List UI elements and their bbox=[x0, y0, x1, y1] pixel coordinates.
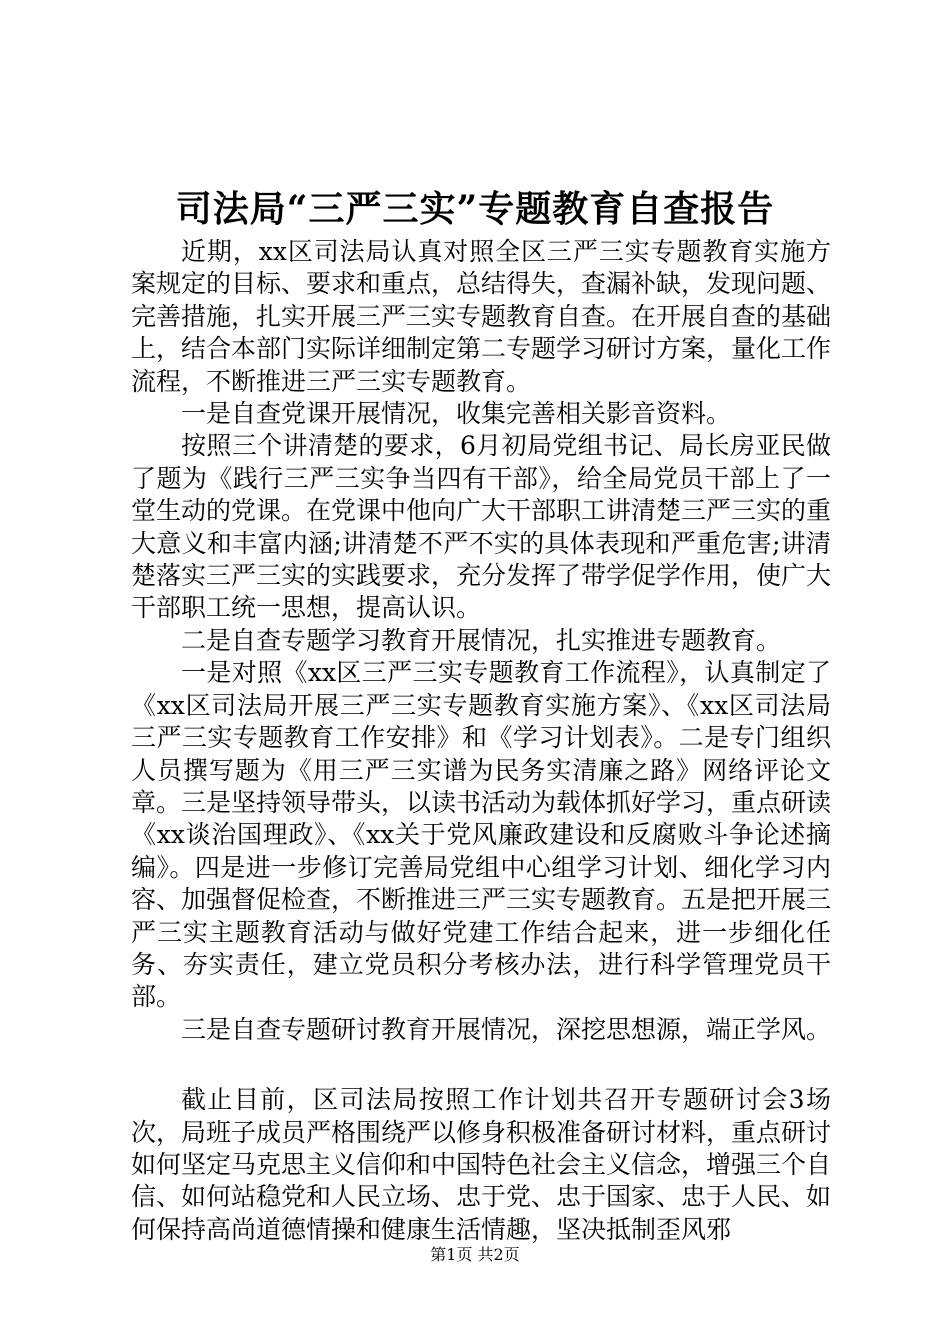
document-body bbox=[131, 236, 831, 1246]
paragraph-intro: 近期，xx区司法局认真对照全区三严三实专题教育实施方案规定的目标、要求和重点，总结得失，查漏补缺，发现问题、完善措施，扎实开展三严三实专题教育自查。在开展自查的基础上，结合本部门实际详细制定第二专题学习研讨方案，量化工作流程，不断推进三严三实专题教育。 bbox=[131, 237, 832, 396]
paragraph-party-lecture: 按照三个讲清楚的要求，6月初局党组书记、局长房亚民做了题为《践行三严三实争当四有干部》，给全局党员干部上了一堂生动的党课。在党课中他向广大干部职工讲清楚三严三实的重大意义和丰富内涵;讲清楚不严不实的具体表现和严重危害;讲清楚落实三严三实的实践要求，充分发挥了带学促学作用，使广大干部职工统一思想，提高认识。 bbox=[131, 431, 832, 623]
paragraph-study-measures: 一是对照《xx区三严三实专题教育工作流程》，认真制定了《xx区司法局开展三严三实专题教育实施方案》、《xx区司法局三严三实专题教育工作安排》和《学习计划表》。二是专门组织人员撰写题为《用三严三实谱为民务实清廉之路》网络评论文章。三是坚持领导带头，以读书活动为载体抓好学习，重点研读《xx谈治国理政》、《xx关于党风廉政建设和反腐败斗争论述摘编》。四是进一步修订完善局党组中心组学习计划、细化学习内容、加强督促检查，不断推进三严三实专题教育。五是把开展三严三实主题教育活动与做好党建工作结合起来，进一步细化任务、夯实责任，建立党员积分考核办法，进行科学管理党员干部。 bbox=[131, 658, 832, 1012]
paragraph-heading-2: 二是自查专题学习教育开展情况，扎实推进专题教育。 bbox=[181, 625, 782, 655]
paragraph-seminars: 截止目前，区司法局按照工作计划共召开专题研讨会3场次，局班子成员严格围绕严以修身积极准备研讨材料，重点研讨如何坚定马克思主义信仰和中国特色社会主义信念，增强三个自信、如何站稳党和人民立场、忠于党、忠于国家、忠于人民、如何保持高尚道德情操和健康生活情趣，坚决抵制歪风邪 bbox=[131, 1085, 832, 1244]
paragraph-heading-3: 三是自查专题研讨教育开展情况，深挖思想源，端正学风。 bbox=[181, 1014, 832, 1044]
paragraph-heading-1: 一是自查党课开展情况，收集完善相关影音资料。 bbox=[181, 399, 732, 429]
paragraph-spacer bbox=[131, 1046, 831, 1084]
document-title: 司法局“三严三实”专题教育自查报告 bbox=[175, 188, 775, 230]
page-footer: 第1页 共2页 bbox=[430, 1245, 520, 1264]
